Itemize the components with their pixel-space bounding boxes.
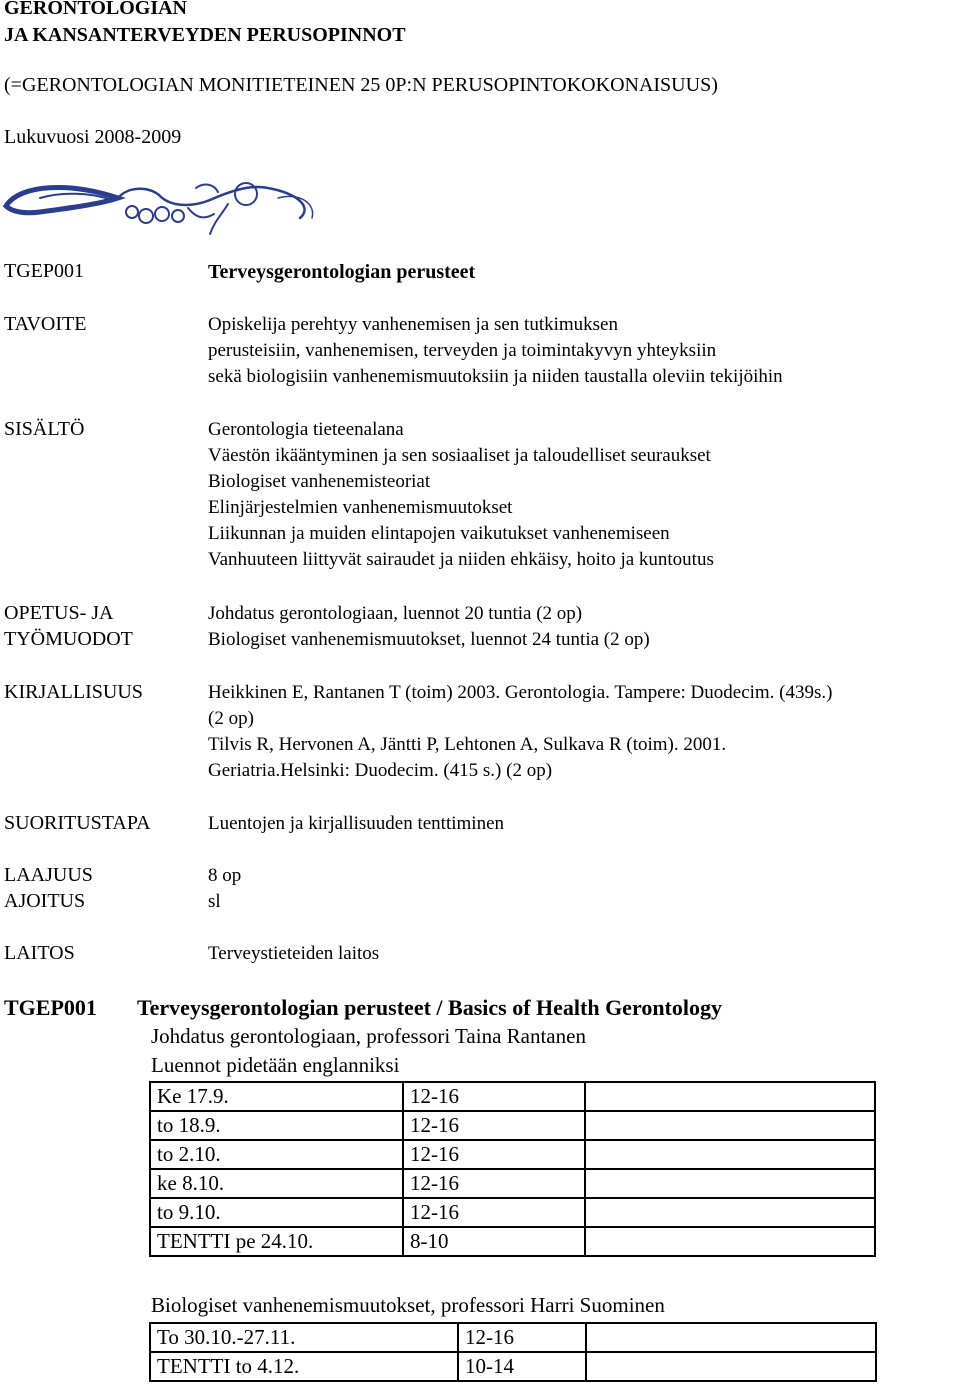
tavoite-line: Opiskelija perehtyy vanhenemisen ja sen tutkimuksen — [208, 314, 618, 335]
table-row — [150, 1169, 875, 1198]
time-cell: 12-16 — [403, 1111, 585, 1140]
date-cell: TENTTI to 4.12. — [150, 1352, 458, 1381]
laajuus-value: 8 op — [208, 865, 242, 886]
label-sisalto: SISÄLTÖ — [4, 418, 85, 440]
decorative-flourish-icon — [0, 178, 320, 238]
time-cell: 10-14 — [458, 1352, 586, 1381]
kirjallisuus-line: (2 op) — [208, 708, 254, 729]
schedule-title: Terveysgerontologian perusteet / Basics of Health Gerontology — [137, 995, 722, 1020]
sisalto-line: Liikunnan ja muiden elintapojen vaikutukset vanhenemiseen — [208, 523, 670, 544]
empty-cell — [585, 1082, 875, 1111]
date-cell: Ke 17.9. — [150, 1082, 403, 1111]
time-cell: 12-16 — [403, 1169, 585, 1198]
time-cell: 12-16 — [403, 1140, 585, 1169]
empty-cell — [585, 1198, 875, 1227]
time-cell: 8-10 — [403, 1227, 585, 1256]
sisalto-line: Biologiset vanhenemisteoriat — [208, 471, 431, 492]
label-ajoitus: AJOITUS — [4, 890, 86, 912]
label-laajuus: LAAJUUS — [4, 864, 93, 886]
schedule-course-code: TGEP001 — [4, 995, 97, 1020]
course-name: Terveysgerontologian perusteet — [208, 261, 476, 283]
table-row — [150, 1227, 875, 1256]
time-cell: 12-16 — [403, 1082, 585, 1111]
tavoite-line: sekä biologisiin vanhenemismuutoksiin ja niiden taustalla oleviin tekijöihin — [208, 366, 783, 387]
laitos-value: Terveystieteiden laitos — [208, 943, 380, 964]
table-row — [150, 1198, 875, 1227]
doc-title-line1: GERONTOLOGIAN — [4, 0, 187, 19]
sisalto-line: Vanhuuteen liittyvät sairaudet ja niiden ehkäisy, hoito ja kuntoutus — [208, 549, 714, 570]
empty-cell — [586, 1323, 876, 1352]
label-tavoite: TAVOITE — [4, 313, 87, 335]
table-row — [150, 1352, 876, 1381]
label-tyomuodot: TYÖMUODOT — [4, 628, 133, 650]
doc-title-line2: JA KANSANTERVEYDEN PERUSOPINNOT — [4, 24, 406, 46]
part1-note: Luennot pidetään englanniksi — [151, 1053, 400, 1077]
table-row — [150, 1140, 875, 1169]
label-opetus: OPETUS- JA — [4, 602, 114, 624]
part2-schedule-table — [149, 1322, 877, 1382]
date-cell: to 2.10. — [150, 1140, 403, 1169]
kirjallisuus-line: Heikkinen E, Rantanen T (toim) 2003. Gerontologia. Tampere: Duodecim. (439s.) — [208, 682, 833, 703]
table-row — [150, 1082, 875, 1111]
sisalto-line: Gerontologia tieteenalana — [208, 419, 404, 440]
table-row — [150, 1323, 876, 1352]
ajoitus-value: sl — [208, 891, 221, 912]
label-laitos: LAITOS — [4, 942, 75, 964]
date-cell: to 18.9. — [150, 1111, 403, 1140]
tavoite-line: perusteisiin, vanhenemisen, terveyden ja toimintakyvyn yhteyksiin — [208, 340, 717, 361]
empty-cell — [585, 1111, 875, 1140]
course-code: TGEP001 — [4, 260, 84, 282]
opetus-line: Biologiset vanhenemismuutokset, luennot 24 tuntia (2 op) — [208, 629, 650, 650]
part2-heading: Biologiset vanhenemismuutokset, professori Harri Suominen — [151, 1293, 665, 1317]
opetus-line: Johdatus gerontologiaan, luennot 20 tuntia (2 op) — [208, 603, 583, 624]
empty-cell — [585, 1227, 875, 1256]
date-cell: ke 8.10. — [150, 1169, 403, 1198]
empty-cell — [585, 1140, 875, 1169]
label-suoritustapa: SUORITUSTAPA — [4, 812, 151, 834]
kirjallisuus-line: Geriatria.Helsinki: Duodecim. (415 s.) (2 op) — [208, 760, 553, 781]
date-cell: to 9.10. — [150, 1198, 403, 1227]
date-cell: TENTTI pe 24.10. — [150, 1227, 403, 1256]
label-kirjallisuus: KIRJALLISUUS — [4, 681, 143, 703]
date-cell: To 30.10.-27.11. — [150, 1323, 458, 1352]
academic-year: Lukuvuosi 2008-2009 — [4, 126, 182, 148]
part1-schedule-table — [149, 1081, 876, 1257]
sisalto-line: Elinjärjestelmien vanhenemismuutokset — [208, 497, 513, 518]
empty-cell — [585, 1169, 875, 1198]
doc-subtitle: (=GERONTOLOGIAN MONITIETEINEN 25 0P:N PERUSOPINTOKOKONAISUUS) — [4, 74, 718, 96]
part1-heading: Johdatus gerontologiaan, professori Taina Rantanen — [151, 1024, 586, 1048]
table-row — [150, 1111, 875, 1140]
time-cell: 12-16 — [458, 1323, 586, 1352]
kirjallisuus-line: Tilvis R, Hervonen A, Jäntti P, Lehtonen A, Sulkava R (toim). 2001. — [208, 734, 727, 755]
suoritustapa-value: Luentojen ja kirjallisuuden tenttiminen — [208, 813, 505, 834]
time-cell: 12-16 — [403, 1198, 585, 1227]
empty-cell — [586, 1352, 876, 1381]
sisalto-line: Väestön ikääntyminen ja sen sosiaaliset ja taloudelliset seuraukset — [208, 445, 711, 466]
